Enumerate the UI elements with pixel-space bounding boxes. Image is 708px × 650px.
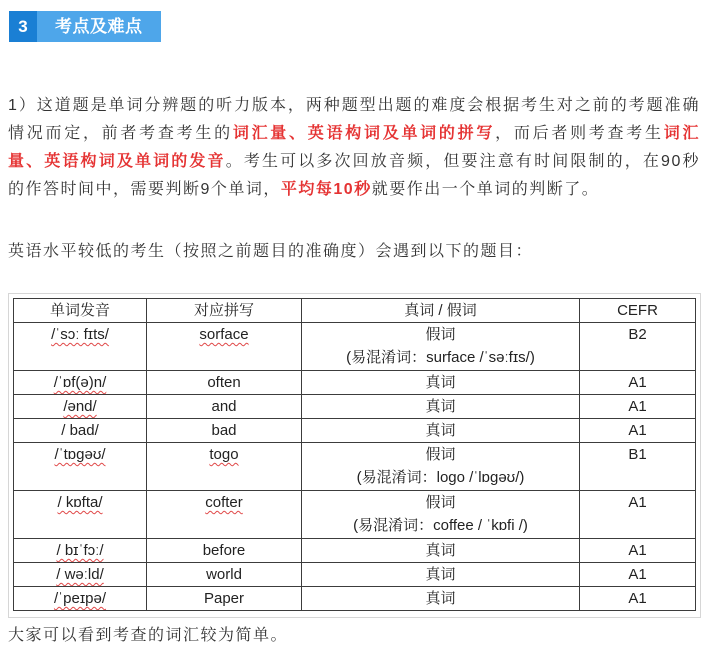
cell-spelling	[147, 587, 302, 611]
cell-pronunciation	[14, 491, 147, 539]
pronunciation-text: /ˈɒf(ə)n/	[53, 374, 107, 391]
verdict-text: 真词	[425, 422, 456, 439]
intro-paragraph	[8, 92, 700, 204]
body-text: ，而后者则考查考生	[495, 125, 664, 142]
table-lead-in: 英语水平较低的考生（按照之前题目的准确度）会遇到以下的题目：	[8, 243, 534, 260]
confusable-word-note: (易混淆词：surface /ˈsəːfɪs/)	[346, 349, 535, 366]
cefr-text: B1	[628, 446, 647, 463]
cell-pronunciation	[14, 323, 147, 371]
cell-cefr	[580, 395, 696, 419]
pronunciation-text: / bad/	[61, 422, 99, 439]
header-verdict: 真词 / 假词	[302, 299, 580, 323]
table-row	[14, 491, 696, 539]
cell-cefr	[580, 419, 696, 443]
intro-line	[8, 120, 700, 148]
pronunciation-text: /ˈpeɪpə/	[53, 590, 107, 607]
table-body	[14, 323, 696, 611]
intro-line	[8, 92, 700, 120]
cefr-text: A1	[628, 374, 647, 391]
body-text: 情况而定，前者考查考生的	[8, 125, 233, 142]
cefr-text: A1	[628, 494, 647, 511]
cell-verdict	[302, 395, 580, 419]
cell-cefr	[580, 323, 696, 371]
spelling-text: often	[207, 374, 241, 391]
cell-cefr	[580, 539, 696, 563]
verdict-text: 假词	[425, 494, 456, 511]
intro-line	[8, 148, 700, 176]
cell-verdict	[302, 371, 580, 395]
spelling-text: togo	[209, 446, 239, 463]
cell-cefr	[580, 371, 696, 395]
cefr-text: B2	[628, 326, 647, 343]
intro-line	[8, 176, 700, 204]
cell-verdict	[302, 587, 580, 611]
header-pronunciation: 单词发音	[14, 299, 147, 323]
spelling-text: before	[202, 542, 246, 559]
cell-pronunciation	[14, 371, 147, 395]
cell-spelling	[147, 539, 302, 563]
cell-spelling	[147, 443, 302, 491]
table-row	[14, 395, 696, 419]
conclusion-text: 大家可以看到考查的词汇较为简单。	[8, 627, 289, 644]
cell-spelling	[147, 395, 302, 419]
table-row	[14, 371, 696, 395]
table-row	[14, 563, 696, 587]
cell-spelling	[147, 419, 302, 443]
pronunciation-text: /ˈtɒgəʊ/	[54, 446, 106, 463]
highlighted-text: 词汇	[663, 125, 700, 142]
cell-verdict	[302, 323, 580, 371]
verdict-text: 真词	[425, 542, 456, 559]
body-text: 就要作出一个单词的判断了。	[371, 181, 600, 198]
pronunciation-text: / bɪˈfɔː/	[56, 542, 104, 559]
pronunciation-text: / kɒfta/	[57, 494, 103, 511]
section-badge	[9, 11, 161, 42]
cefr-text: A1	[628, 542, 647, 559]
highlighted-text: 量、英语构词及单词的发音	[8, 153, 226, 170]
section-number: 3	[9, 11, 37, 42]
cell-verdict	[302, 419, 580, 443]
cefr-text: A1	[628, 566, 647, 583]
table-row	[14, 587, 696, 611]
spelling-text: world	[206, 566, 242, 583]
table-row	[14, 419, 696, 443]
word-table	[13, 298, 696, 611]
cell-spelling	[147, 323, 302, 371]
highlighted-text: 词汇量、英语构词及单词的拼写	[232, 125, 496, 142]
cell-pronunciation	[14, 395, 147, 419]
section-title: 考点及难点	[37, 11, 161, 42]
verdict-text: 真词	[425, 566, 456, 583]
spelling-text: bad	[211, 422, 237, 439]
verdict-text: 假词	[425, 446, 456, 463]
cell-verdict	[302, 539, 580, 563]
spelling-text: cofter	[205, 494, 243, 511]
cell-cefr	[580, 587, 696, 611]
cell-spelling	[147, 371, 302, 395]
highlighted-text: 平均每10秒	[280, 181, 372, 198]
verdict-text: 假词	[425, 326, 456, 343]
body-text: 1）这道题是单词分辨题的听力版本，两种题型出题的难度会根据考生对之前的考题准确	[8, 97, 700, 114]
table-row	[14, 539, 696, 563]
cell-verdict	[302, 491, 580, 539]
verdict-text: 真词	[425, 590, 456, 607]
cell-pronunciation	[14, 443, 147, 491]
spelling-text: and	[211, 398, 237, 415]
cell-spelling	[147, 563, 302, 587]
pronunciation-text: / wəːld/	[56, 566, 104, 583]
cell-pronunciation	[14, 419, 147, 443]
table-header	[14, 299, 696, 323]
cell-pronunciation	[14, 587, 147, 611]
cell-pronunciation	[14, 539, 147, 563]
cefr-text: A1	[628, 590, 647, 607]
cell-pronunciation	[14, 563, 147, 587]
cell-spelling	[147, 491, 302, 539]
table-row	[14, 323, 696, 371]
header-spelling: 对应拼写	[147, 299, 302, 323]
body-text: 。考生可以多次回放音频，但要注意有时间限制的，在90秒	[225, 153, 700, 170]
cefr-text: A1	[628, 422, 647, 439]
table-header-row	[14, 299, 696, 323]
verdict-text: 真词	[425, 374, 456, 391]
header-cefr: CEFR	[580, 299, 696, 323]
pronunciation-text: /ˈsɔː fɪts/	[51, 326, 109, 343]
confusable-word-note: (易混淆词：coffee / ˈkɒfi /)	[353, 517, 528, 534]
cell-cefr	[580, 443, 696, 491]
body-text: 的作答时间中，需要判断9个单词，	[8, 181, 281, 198]
cell-verdict	[302, 563, 580, 587]
verdict-text: 真词	[425, 398, 456, 415]
cell-verdict	[302, 443, 580, 491]
spelling-text: sorface	[199, 326, 249, 343]
confusable-word-note: (易混淆词：logo /ˈlɒgəʊ/)	[356, 469, 525, 486]
table-row	[14, 443, 696, 491]
cell-cefr	[580, 491, 696, 539]
word-table-frame	[8, 293, 701, 618]
cefr-text: A1	[628, 398, 647, 415]
pronunciation-text: /ənd/	[63, 398, 97, 415]
spelling-text: Paper	[203, 590, 245, 607]
cell-cefr	[580, 563, 696, 587]
